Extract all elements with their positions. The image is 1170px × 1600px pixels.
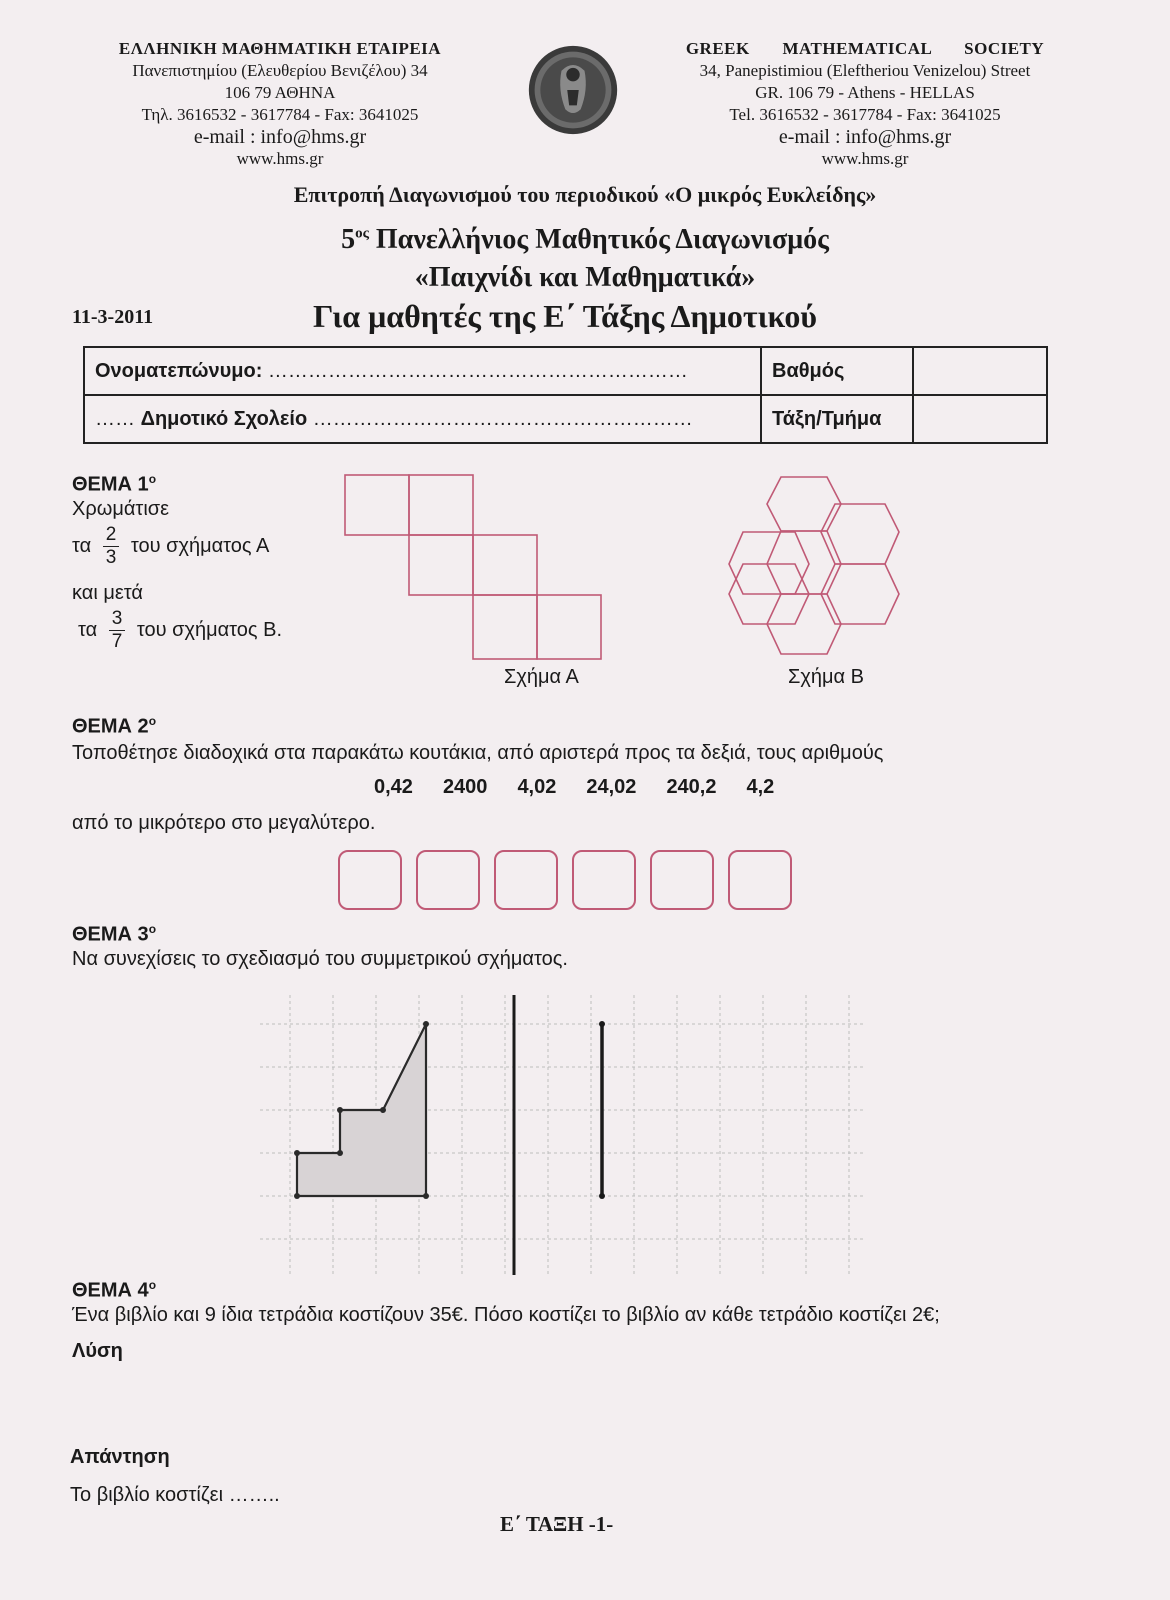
theme2-numbers <box>374 776 804 799</box>
theme1-of-shape-a: του σχήματος Α <box>130 534 270 557</box>
theme1-fraction-b-line <box>78 608 282 653</box>
frac1-denominator: 3 <box>105 547 117 568</box>
address-english: 34, Panepistimiou (Eleftheriou Venizelou) Street <box>699 61 1031 80</box>
theme1-degree: ο <box>148 472 157 486</box>
competition-number: 5 <box>341 224 356 255</box>
theme1-then: και μετά <box>72 582 143 604</box>
symmetry-grid[interactable] <box>250 990 870 1280</box>
committee-title: Επιτροπή Διαγωνισμού του περιοδικού «Ο μικρός Ευκλείδης» <box>293 182 877 207</box>
solution-area[interactable] <box>72 1360 1022 1438</box>
email-english: e-mail : info@hms.gr <box>778 126 952 148</box>
number-item: 0,42 <box>374 776 413 798</box>
school-label: Δημοτικό Σχολείο <box>140 407 308 430</box>
theme2-degree: ο <box>148 714 157 728</box>
theme1-title <box>72 472 156 497</box>
web-greek: www.hms.gr <box>236 149 324 168</box>
name-label: Ονοματεπώνυμο: <box>95 359 263 382</box>
mirrored-vertex <box>599 1021 605 1027</box>
answer-label: Απάντηση <box>70 1446 170 1468</box>
city-english: GR. 106 79 - Athens - HELLAS <box>755 83 975 102</box>
phone-greek: Τηλ. 3616532 - 3617784 - Fax: 3641025 <box>141 105 419 124</box>
shape-b-hexagon[interactable] <box>767 477 841 531</box>
email-greek: e-mail : info@hms.gr <box>193 126 367 148</box>
theme3-title <box>72 922 156 947</box>
number-item: 24,02 <box>586 776 637 798</box>
solution-label: Λύση <box>72 1340 123 1362</box>
competition-subtitle: «Παιχνίδι και Μαθηματικά» <box>414 262 756 293</box>
society-seal-icon <box>525 42 621 138</box>
theme1-ta1: τα <box>72 534 92 557</box>
class-label: Τάξη/Τμήμα <box>761 395 913 443</box>
theme4-title-text: ΘΕΜΑ 4 <box>72 1279 149 1302</box>
shape-a-square[interactable] <box>537 595 601 659</box>
theme2-title-text: ΘΕΜΑ 2 <box>72 715 149 738</box>
theme1-fraction-a-line <box>72 524 269 569</box>
header-left <box>80 38 480 170</box>
school-prefix: …… <box>95 407 141 430</box>
shape-b[interactable] <box>725 472 915 668</box>
number-item: 4,02 <box>517 776 557 798</box>
theme3-degree: ο <box>148 922 157 936</box>
theme1-of-shape-b: του σχήματος Β. <box>136 618 283 641</box>
fraction-two-thirds <box>103 524 120 569</box>
shape-b-label: Σχήμα Β <box>788 666 864 688</box>
name-dots: ……………………………………………………… <box>262 359 688 382</box>
class-cell[interactable] <box>913 395 1047 443</box>
grade-label: Βαθμός <box>761 347 913 395</box>
answer-box-5[interactable] <box>650 850 714 910</box>
number-item: 240,2 <box>666 776 717 798</box>
header-right <box>660 38 1070 170</box>
org-name-greek: ΕΛΛΗΝΙΚΗ ΜΑΘΗΜΑΤΙΚΗ ΕΤΑΙΡΕΙΑ <box>118 39 442 58</box>
theme2-instruction: Τοποθέτησε διαδοχικά στα παρακάτω κουτάκια, από αριστερά προς τα δεξιά, τους αριθμούς <box>72 742 884 764</box>
answer-box-2[interactable] <box>416 850 480 910</box>
school-dots: ………………………………………………… <box>307 407 693 430</box>
theme1-color-text: Χρωμάτισε <box>72 498 170 520</box>
number-item: 4,2 <box>746 776 775 798</box>
fraction-three-sevenths <box>109 608 126 653</box>
web-english: www.hms.gr <box>821 149 909 168</box>
answer-box-1[interactable] <box>338 850 402 910</box>
frac2-denominator: 7 <box>111 631 123 652</box>
phone-english: Tel. 3616532 - 3617784 - Fax: 3641025 <box>729 105 1001 124</box>
school-cell[interactable] <box>84 395 761 443</box>
answer-box-4[interactable] <box>572 850 636 910</box>
name-cell[interactable] <box>84 347 761 395</box>
competition-ordinal: ος <box>355 225 369 242</box>
shape-a-square[interactable] <box>473 535 537 595</box>
mirrored-vertex <box>599 1193 605 1199</box>
shape-b-hexagon[interactable] <box>729 532 809 594</box>
theme2-order: από το μικρότερο στο μεγαλύτερο. <box>72 812 376 834</box>
answer-line[interactable]: Το βιβλίο κοστίζει …….. <box>70 1484 280 1506</box>
shape-a-square[interactable] <box>345 475 409 535</box>
theme4-degree: ο <box>148 1278 157 1292</box>
exam-date: 11-3-2011 <box>72 306 154 328</box>
competition-name: Πανελλήνιος Μαθητικός Διαγωνισμός <box>368 224 829 255</box>
student-info-table <box>83 346 1048 444</box>
grade-cell[interactable] <box>913 347 1047 395</box>
answer-box-3[interactable] <box>494 850 558 910</box>
shape-a-label: Σχήμα Α <box>504 666 579 688</box>
shape-a-square[interactable] <box>473 595 537 659</box>
frac2-numerator: 3 <box>109 608 126 631</box>
theme1-ta2: τα <box>78 618 98 641</box>
shape-b-hexagon[interactable] <box>821 564 899 624</box>
frac1-numerator: 2 <box>103 524 120 547</box>
org-name-english: GREEK MATHEMATICAL SOCIETY <box>685 39 1045 58</box>
shape-a[interactable] <box>340 470 610 670</box>
answer-box-6[interactable] <box>728 850 792 910</box>
grade-title: Για μαθητές της Ε΄ Τάξης Δημοτικού <box>313 298 817 334</box>
address-greek: Πανεπιστημίου (Ελευθερίου Βενιζέλου) 34 <box>132 61 428 80</box>
competition-title <box>0 224 1170 256</box>
theme4-problem: Ένα βιβλίο και 9 ίδια τετράδια κοστίζουν 35€. Πόσο κοστίζει το βιβλίο αν κάθε τετράδιο κοστίζει 2€; <box>72 1304 940 1326</box>
number-item: 2400 <box>442 776 488 798</box>
shape-b-hexagon[interactable] <box>821 504 899 564</box>
theme3-title-text: ΘΕΜΑ 3 <box>72 923 149 946</box>
shape-a-square[interactable] <box>409 475 473 535</box>
city-greek: 106 79 ΑΘΗΝΑ <box>224 83 336 102</box>
theme2-title <box>72 714 156 739</box>
shape-a-square[interactable] <box>409 535 473 595</box>
theme3-instruction: Να συνεχίσεις το σχεδιασμό του συμμετρικού σχήματος. <box>72 948 568 970</box>
theme4-title <box>72 1278 156 1303</box>
page-footer: Ε΄ ΤΑΞΗ -1- <box>500 1512 614 1536</box>
theme1-title-text: ΘΕΜΑ 1 <box>72 473 149 496</box>
